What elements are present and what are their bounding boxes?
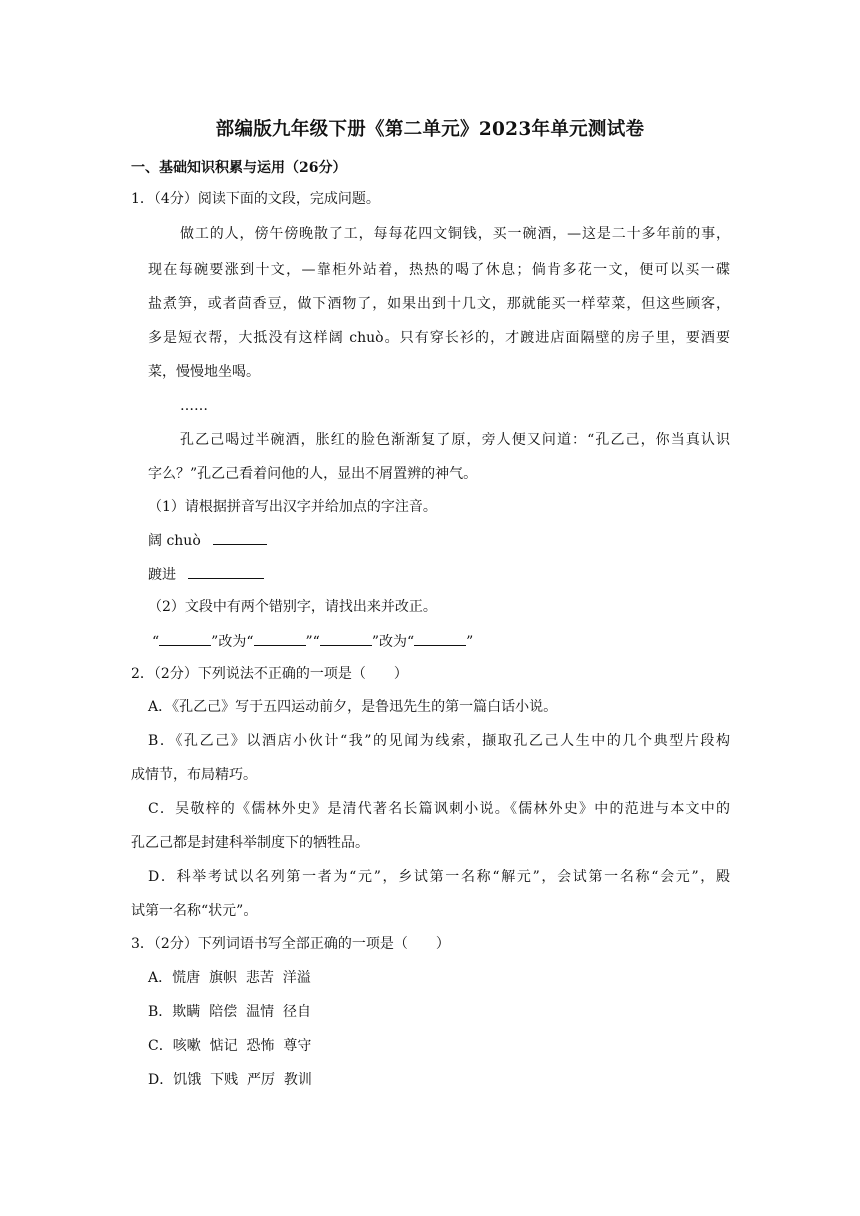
option-c: C．吴敬梓的《儒林外史》是清代著名长篇讽刺小说。《儒林外史》中的范进与本文中的 <box>148 801 730 817</box>
subquestion-2: （2）文段中有两个错别字，请找出来并改正。 <box>148 599 437 615</box>
passage-ellipsis: …… <box>180 398 208 414</box>
subquestion-1: （1）请根据拼音写出汉字并给加点的字注音。 <box>148 499 437 515</box>
answer-blank[interactable] <box>213 530 267 545</box>
passage-line: 多是短衣帮，大抵没有这样阔 chuò。只有穿长衫的，才踱进店面隔壁的房子里，要酒要 <box>148 330 730 346</box>
option-c-continued: 孔乙己都是封建科举制度下的牺牲品。 <box>131 835 369 851</box>
answer-label: 阔 chuò <box>148 533 201 549</box>
correction-line: “ ”改为“ ”“ ”改为“ ” <box>152 631 473 652</box>
section-heading: 一、基础知识积累与运用（26分） <box>131 160 347 176</box>
passage-line: 字么？”孔乙己看着问他的人，显出不屑置辨的神气。 <box>148 466 478 482</box>
question-3-stem: 3．（2分）下列词语书写全部正确的一项是（ ） <box>131 936 450 952</box>
passage-line: 孔乙己喝过半碗酒，胀红的脸色渐渐复了原，旁人便又问道：“孔乙己，你当真认识 <box>180 432 730 448</box>
option-a: A．慌唐 旗帜 悲苦 洋溢 <box>148 970 311 986</box>
question-2-stem: 2．（2分）下列说法不正确的一项是（ ） <box>131 666 408 682</box>
answer-blank[interactable] <box>414 631 466 646</box>
answer-blank[interactable] <box>188 564 264 579</box>
option-a: A．《孔乙己》写于五四运动前夕，是鲁迅先生的第一篇白话小说。 <box>148 699 558 715</box>
option-b: B．《孔乙己》以酒店小伙计“我”的见闻为线索，撷取孔乙己人生中的几个典型片段构 <box>148 733 730 749</box>
option-c: C．咳嗽 惦记 恐怖 尊守 <box>148 1038 312 1054</box>
question-1-stem: 1．（4分）阅读下面的文段，完成问题。 <box>131 191 380 207</box>
answer-line-2 <box>148 564 264 585</box>
option-b-continued: 成情节，布局精巧。 <box>131 767 257 783</box>
answer-line-1 <box>148 530 267 551</box>
passage-line: 现在每碗要涨到十文，—靠柜外站着，热热的喝了休息；倘肯多花一文，便可以买一碟 <box>148 262 730 278</box>
answer-blank[interactable] <box>159 631 211 646</box>
passage-line: 做工的人，傍午傍晚散了工，每每花四文铜钱，买一碗酒，—这是二十多年前的事， <box>180 226 730 242</box>
option-b: B．欺瞒 陪偿 温情 径自 <box>148 1004 311 1020</box>
answer-blank[interactable] <box>320 631 372 646</box>
passage-line: 盐煮笋，或者茴香豆，做下酒物了，如果出到十几文，那就能买一样荤菜，但这些顾客， <box>148 296 730 312</box>
passage-line: 菜，慢慢地坐喝。 <box>148 364 260 380</box>
answer-label: 踱进 <box>148 567 176 583</box>
document-title: 部编版九年级下册《第二单元》2023年单元测试卷 <box>215 119 645 140</box>
answer-blank[interactable] <box>254 631 306 646</box>
option-d: D．科举考试以名列第一者为“元”，乡试第一名称“解元”，会试第一名称“会元”，殿 <box>148 869 730 885</box>
option-d: D．饥饿 下贱 严厉 教训 <box>148 1072 312 1088</box>
option-d-continued: 试第一名称“状元”。 <box>131 903 258 919</box>
